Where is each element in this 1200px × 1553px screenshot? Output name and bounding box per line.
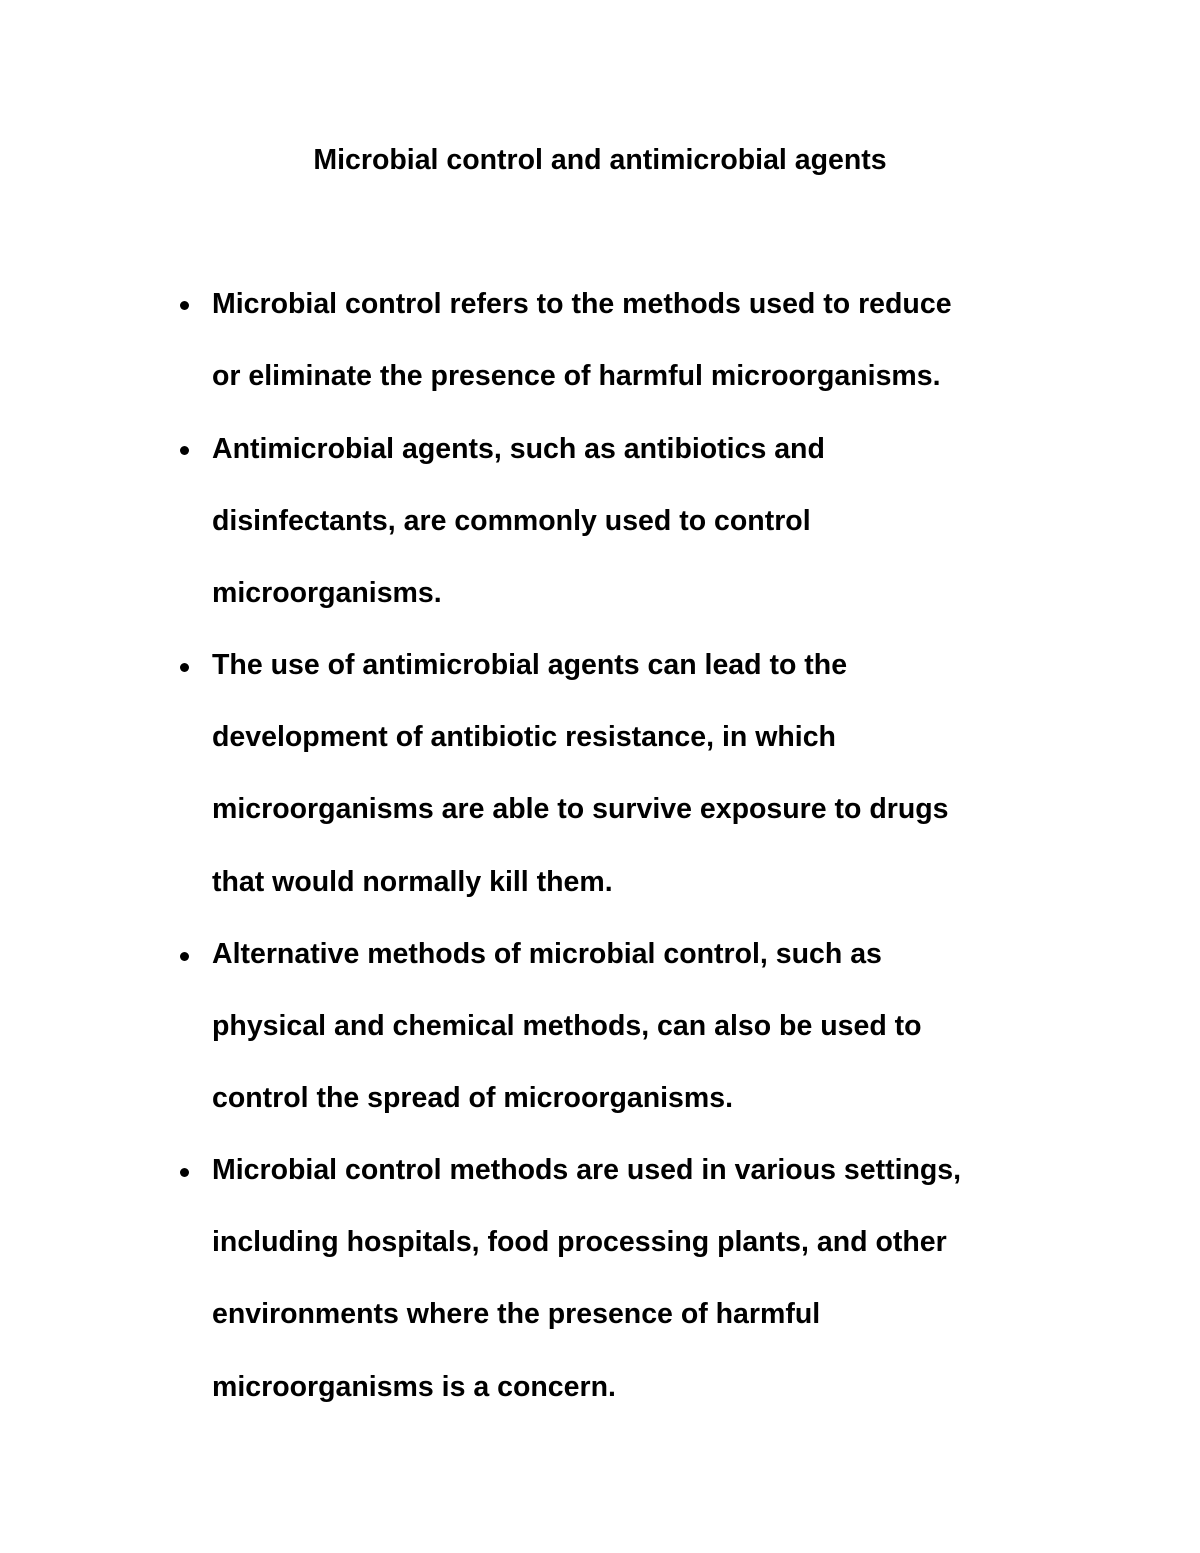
bullet-text xyxy=(212,268,1062,412)
bullet-dot-icon xyxy=(180,301,189,310)
bullet-line: that would normally kill them. xyxy=(212,865,613,898)
bullet-line: microorganisms are able to survive exposure to drugs xyxy=(212,793,949,826)
bullet-dot-icon xyxy=(180,1168,189,1177)
bullet-text xyxy=(212,1134,1062,1423)
bullet-dot-icon xyxy=(180,952,189,961)
bullet-line: development of antibiotic resistance, in which xyxy=(212,721,836,754)
bullet-line: including hospitals, food processing plants, and other xyxy=(212,1226,947,1259)
bullet-line: Alternative methods of microbial control, such as xyxy=(212,938,882,970)
bullet-line: disinfectants, are commonly used to control xyxy=(212,505,811,538)
bullet-line: environments where the presence of harmful xyxy=(212,1298,821,1331)
document-title: Microbial control and antimicrobial agents xyxy=(313,144,887,176)
bullet-line: Antimicrobial agents, such as antibiotics and xyxy=(212,433,825,465)
bullet-line: control the spread of microorganisms. xyxy=(212,1082,734,1115)
bullet-dot-icon xyxy=(180,663,189,672)
bullet-text xyxy=(212,413,1062,630)
bullet-dot-icon xyxy=(180,446,189,455)
bullet-line: The use of antimicrobial agents can lead to the xyxy=(212,649,848,681)
bullet-line: or eliminate the presence of harmful microorganisms. xyxy=(212,360,941,393)
bullet-text xyxy=(212,918,1062,1135)
bullet-line: physical and chemical methods, can also be used to xyxy=(212,1010,922,1043)
bullet-text xyxy=(212,629,1062,918)
bullet-line: Microbial control methods are used in various settings, xyxy=(212,1154,962,1186)
bullet-line: microorganisms. xyxy=(212,577,442,610)
bullet-line: Microbial control refers to the methods used to reduce xyxy=(212,288,952,320)
bullet-line: microorganisms is a concern. xyxy=(212,1370,616,1403)
